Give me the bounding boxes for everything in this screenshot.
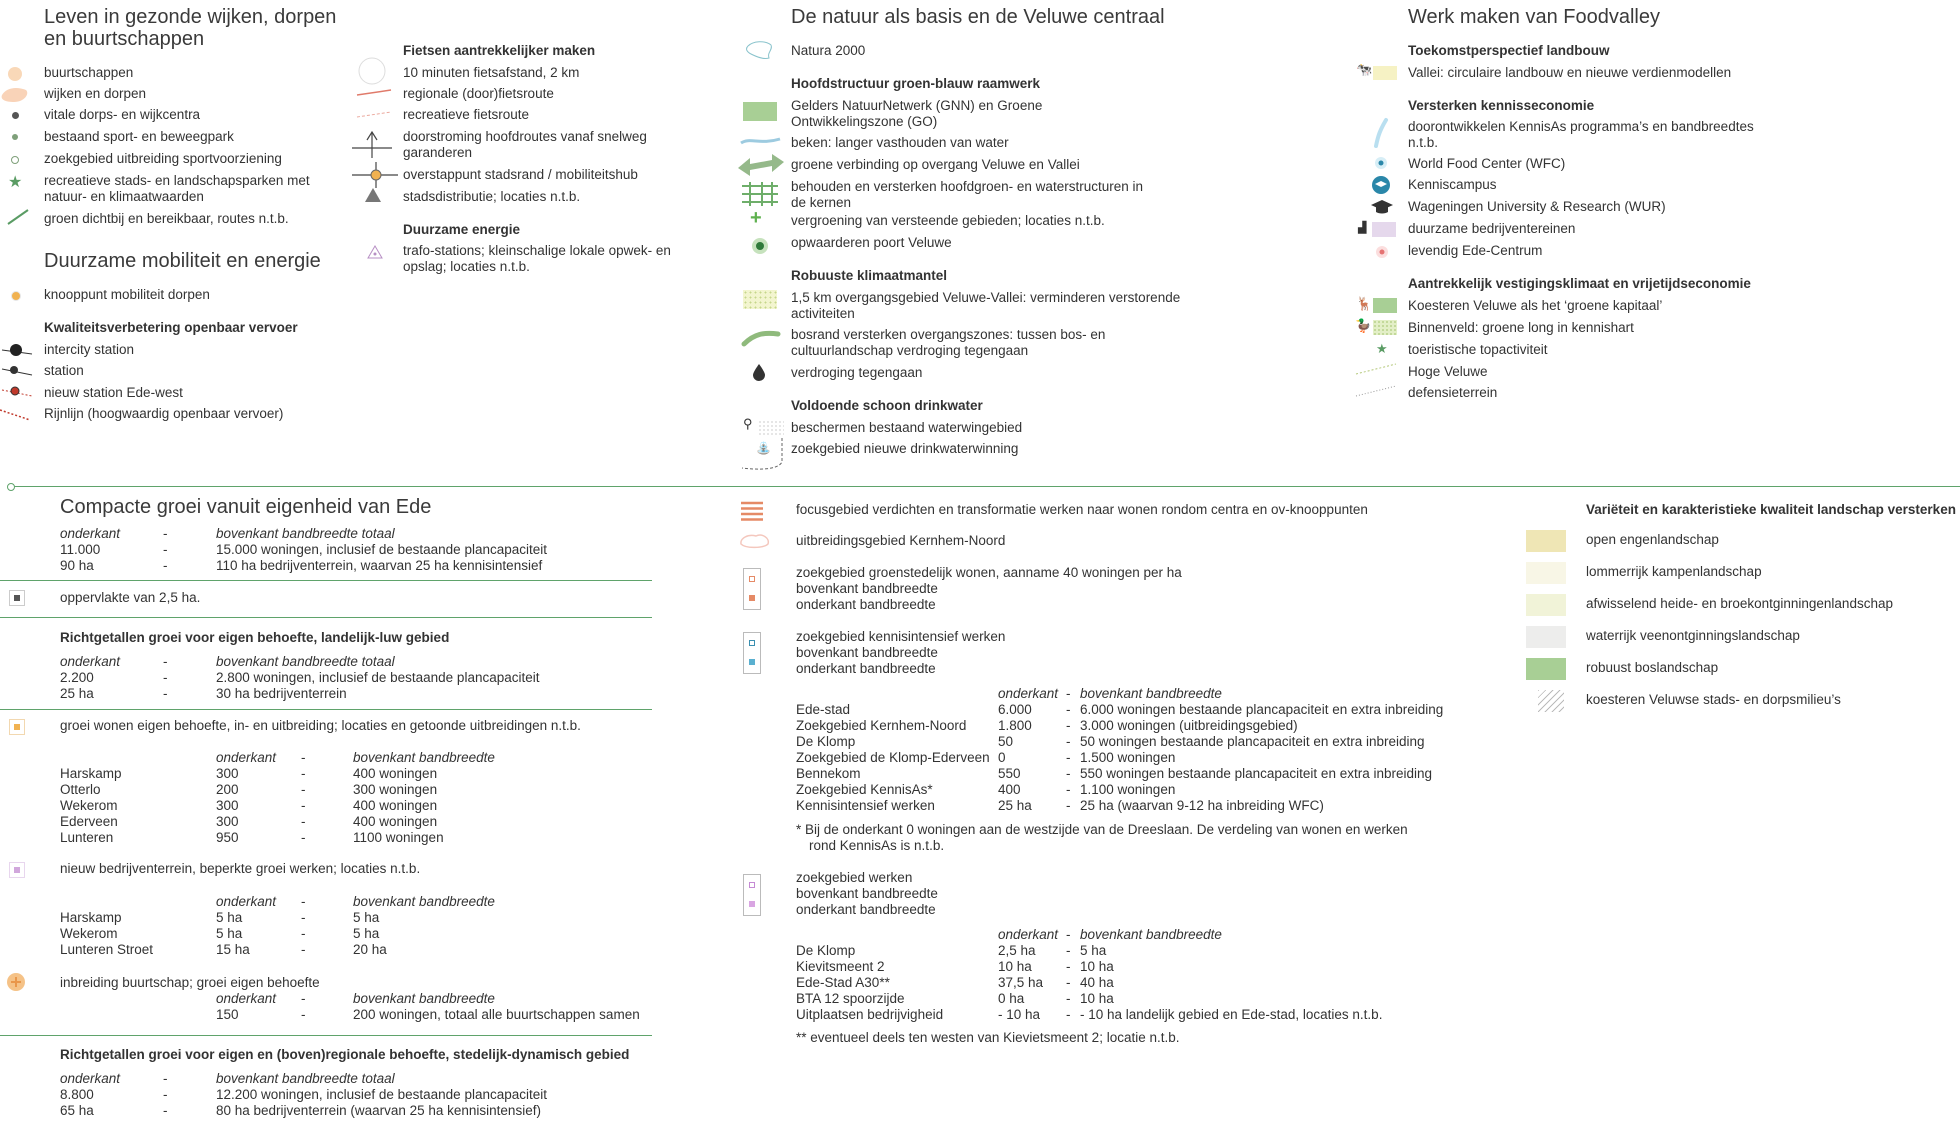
table-cell: Kennisintensief werken: [796, 798, 935, 813]
table-cell: -: [1066, 766, 1071, 781]
legend-label: groei wonen eigen behoefte, in- en uitbreiding; locaties en getoonde uitbreidingen n.t.b.: [60, 718, 581, 733]
legend-label: oppervlakte van 2,5 ha.: [60, 590, 201, 605]
section-title-natuur: De natuur als basis en de Veluwe centraal: [791, 6, 1165, 28]
legend-label: recreatieve fietsroute: [403, 107, 530, 122]
wijken-shape-icon: [0, 86, 30, 104]
table-cell: 550 woningen bestaande plancapaciteit en extra inbreiding: [1080, 766, 1433, 781]
table-cell: Lunteren: [60, 830, 114, 845]
legend-label: koesteren Veluwse stads- en dorpsmilieu’s: [1586, 692, 1841, 707]
legend-label: Gelders NatuurNetwerk (GNN) en Groene: [791, 98, 1043, 113]
legend-label: zoekgebied werken: [796, 870, 913, 885]
table-cell: 8.800: [60, 1087, 94, 1102]
table-cell: Otterlo: [60, 782, 101, 797]
table-cell: -: [301, 814, 306, 829]
legend-label: beken: langer vasthouden van water: [791, 135, 1009, 150]
legend-label: intercity station: [44, 342, 135, 357]
gnn-swatch-icon: [743, 102, 777, 121]
table-cell: 50: [998, 734, 1014, 749]
regionale-route-icon: [356, 88, 392, 98]
drinkwater-search-icon: [738, 436, 784, 472]
table-cell: -: [1066, 734, 1071, 749]
table-cell: 50 woningen bestaande plancapaciteit en extra inbreiding: [1080, 734, 1425, 749]
legend-label: wijken en dorpen: [44, 86, 147, 101]
table-cell: 1.800: [998, 718, 1032, 733]
legend-label: beschermen bestaand waterwingebied: [791, 420, 1023, 435]
landschap-swatch-icon: [1526, 562, 1566, 584]
table-cell: BTA 12 spoorzijde: [796, 991, 905, 1006]
table-cell: -: [301, 766, 306, 781]
groene-verbinding-arrow-icon: [738, 154, 784, 176]
legend-label: activiteiten: [791, 306, 855, 321]
table-cell: -: [301, 1007, 306, 1022]
legend-label: zoekgebied nieuwe drinkwaterwinning: [791, 441, 1019, 456]
legend-label: waterrijk veenontginningslandschap: [1586, 628, 1800, 643]
legend-label: Hoge Veluwe: [1408, 364, 1488, 379]
landschap-swatch-icon: [1538, 690, 1564, 712]
table-cell: 300: [216, 766, 239, 781]
waterwin-tap-icon: ⚲: [743, 416, 753, 431]
legend-label: robuust boslandschap: [1586, 660, 1719, 675]
table-cell: 10 ha: [1080, 959, 1114, 974]
section-title-mobiliteit: Duurzame mobiliteit en energie: [44, 250, 321, 272]
table-cell: -: [1066, 943, 1071, 958]
inbreiding-plus-icon: [6, 972, 26, 992]
col-header: -: [163, 654, 168, 669]
recreatieve-route-icon: [356, 110, 392, 120]
col-header: bovenkant bandbreedte: [353, 894, 495, 909]
table-cell: - 10 ha landelijk gebied en Ede-stad, locaties n.t.b.: [1080, 1007, 1383, 1022]
table-cell: -: [1066, 1007, 1071, 1022]
legend-label: toeristische topactiviteit: [1408, 342, 1548, 357]
table-cell: Harskamp: [60, 910, 122, 925]
legend-label: groen dichtbij en bereikbaar, routes n.t.b.: [44, 211, 289, 226]
legend-label: zoekgebied kennisintensief werken: [796, 629, 1006, 644]
station-icon: [2, 363, 34, 379]
subheading-landbouw: Toekomstperspectief landbouw: [1408, 43, 1610, 58]
table-cell: 25 ha: [60, 686, 94, 701]
table-cell: 80 ha bedrijventerrein (waarvan 25 ha kennisintensief): [216, 1103, 541, 1118]
legend-label: duurzame bedrijventereinen: [1408, 221, 1576, 236]
subheading-klimaatmantel: Robuuste klimaatmantel: [791, 268, 948, 283]
oppervlakte-box-icon: [9, 590, 25, 606]
table-cell: 6.000 woningen bestaande plancapaciteit en extra inbreiding: [1080, 702, 1444, 717]
table-cell: Zoekgebied de Klomp-Ederveen: [796, 750, 990, 765]
table-cell: 65 ha: [60, 1103, 94, 1118]
legend-label: Kenniscampus: [1408, 177, 1497, 192]
section-divider: [10, 486, 1960, 487]
subheading-ov: Kwaliteitsverbetering openbaar vervoer: [44, 320, 298, 335]
table-cell: -: [301, 830, 306, 845]
col-header: bovenkant bandbreedte totaal: [216, 654, 395, 669]
legend-label: opwaarderen poort Veluwe: [791, 235, 952, 250]
table-cell: -: [163, 1087, 168, 1102]
table-cell: 1100 woningen: [353, 830, 444, 845]
table-cell: -: [163, 670, 168, 685]
natura2000-outline-icon: [745, 40, 775, 62]
legend-label: onderkant bandbreedte: [796, 597, 936, 612]
table-cell: 300: [216, 814, 239, 829]
footnote: * Bij de onderkant 0 woningen aan de westzijde van de Dreeslaan. De verdeling van wonen en werken: [796, 822, 1408, 837]
legend-label: knooppunt mobiliteit dorpen: [44, 287, 210, 302]
legend-label: Wageningen University & Research (WUR): [1408, 199, 1666, 214]
legend-label: Binnenveld: groene long in kennishart: [1408, 320, 1634, 335]
svg-text:⛲: ⛲: [756, 441, 771, 455]
table-cell: Lunteren Stroet: [60, 942, 154, 957]
legend-label: station: [44, 363, 84, 378]
col-header: -: [301, 894, 306, 909]
stadsdistributie-triangle-icon: [365, 188, 381, 202]
table-cell: De Klomp: [796, 734, 856, 749]
table-cell: 15 ha: [216, 942, 250, 957]
landschap-swatch-icon: [1526, 594, 1566, 616]
col-header: bovenkant bandbreedte: [353, 991, 495, 1006]
ede-centrum-icon: [1375, 245, 1389, 259]
table-cell: -: [163, 1103, 168, 1118]
col-header: -: [301, 750, 306, 765]
legend-label: recreatieve stads- en landschapsparken met: [44, 173, 310, 188]
bosrand-line-icon: [742, 330, 780, 346]
table-cell: -: [1066, 991, 1071, 1006]
section-title-leven: Leven in gezonde wijken, dorpen en buurtschappen: [44, 6, 337, 50]
table-cell: -: [1066, 718, 1071, 733]
legend-label: Vallei: circulaire landbouw en nieuwe verdienmodellen: [1408, 65, 1732, 80]
legend-label: onderkant bandbreedte: [796, 661, 936, 676]
bedrijventerrein-factory-icon: ▟: [1358, 222, 1367, 234]
landschap-swatch-icon: [1526, 626, 1566, 648]
legend-label: afwisselend heide- en broekontginningenlandschap: [1586, 596, 1893, 611]
veluwe-swatch-icon: [1373, 298, 1397, 313]
legend-label: Koesteren Veluwe als het ‘groene kapitaal’: [1408, 298, 1663, 313]
table-cell: 400 woningen: [353, 766, 438, 781]
subheading-energie: Duurzame energie: [403, 222, 521, 237]
doorstroming-icon: [350, 130, 394, 160]
table-cell: -: [301, 910, 306, 925]
col-header: bovenkant bandbreedte totaal: [216, 1071, 395, 1086]
table-cell: 2,5 ha: [998, 943, 1036, 958]
legend-label: natuur- en klimaatwaarden: [44, 189, 204, 204]
col-header: bovenkant bandbreedte totaal: [216, 526, 395, 541]
focusgebied-lines-icon: [741, 501, 763, 521]
table-cell: Zoekgebied KennisAs*: [796, 782, 933, 797]
col-header: onderkant: [60, 526, 121, 541]
zoekgebied-werken-box-icon: [743, 874, 761, 916]
topactiviteit-star-icon: ★: [1376, 341, 1388, 356]
table-cell: 200 woningen, totaal alle buurtschappen samen: [353, 1007, 640, 1022]
legend-label: focusgebied verdichten en transformatie werken naar wonen rondom centra en ov-knooppunten: [796, 502, 1368, 517]
wfc-icon: [1374, 156, 1388, 170]
legend-label: lommerrijk kampenlandschap: [1586, 564, 1762, 579]
legend-label: zoekgebied uitbreiding sportvoorziening: [44, 151, 282, 166]
legend-label: World Food Center (WFC): [1408, 156, 1566, 171]
landschap-swatch-icon: [1526, 530, 1566, 552]
legend-label: regionale (door)fietsroute: [403, 86, 554, 101]
section-divider: [0, 709, 652, 710]
section-divider: [0, 617, 652, 618]
legend-label: groene verbinding op overgang Veluwe en Vallei: [791, 157, 1080, 172]
legend-label: cultuurlandschap verdroging tegengaan: [791, 343, 1029, 358]
table-cell: 90 ha: [60, 558, 94, 573]
col-header: -: [163, 1071, 168, 1086]
legend-label: open engenlandschap: [1586, 532, 1719, 547]
table-cell: Kievitsmeent 2: [796, 959, 885, 974]
table-cell: Bennekom: [796, 766, 861, 781]
table-cell: 37,5 ha: [998, 975, 1044, 990]
col-header: onderkant: [60, 654, 121, 669]
table-cell: Wekerom: [60, 798, 118, 813]
legend-label: 1,5 km overgangsgebied Veluwe-Vallei: verminderen verstorende: [791, 290, 1181, 305]
legend-label: doorstroming hoofdroutes vanaf snelweg: [403, 129, 647, 144]
legend-label: levendig Ede-Centrum: [1408, 243, 1543, 258]
binnenveld-swatch-icon: [1373, 320, 1397, 335]
table-cell: 25 ha: [998, 798, 1032, 813]
vallei-swatch-icon: [1373, 66, 1397, 80]
groen-route-icon: [6, 206, 30, 226]
trafo-station-icon: [368, 246, 382, 258]
legend-label: nieuw station Ede-west: [44, 385, 183, 400]
table-cell: -: [1066, 798, 1071, 813]
fietsafstand-circle-icon: [357, 56, 387, 86]
legend-label: behouden en versterken hoofdgroen- en waterstructuren in: [791, 179, 1143, 194]
table-cell: -: [163, 542, 168, 557]
legend-label: opslag; locaties n.t.b.: [403, 259, 530, 274]
legend-label: stadsdistributie; locaties n.t.b.: [403, 189, 581, 204]
table-cell: 400 woningen: [353, 798, 438, 813]
col-header: -: [1066, 686, 1071, 701]
table-cell: Ederveen: [60, 814, 118, 829]
legend-label: doorontwikkelen KennisAs programma’s en bandbreedtes: [1408, 119, 1754, 134]
section-title-compact: Compacte groei vanuit eigenheid van Ede: [60, 496, 432, 518]
table-cell: 5 ha: [353, 910, 380, 925]
table-cell: 20 ha: [353, 942, 387, 957]
defensie-line-icon: [1356, 384, 1396, 398]
legend-label: inbreiding buurtschap; groei eigen behoefte: [60, 975, 320, 990]
nieuw-station-icon: [2, 384, 34, 400]
buurtschap-dot-icon: [8, 67, 22, 81]
col-header: bovenkant bandbreedte: [1080, 686, 1222, 701]
legend-label: n.t.b.: [1408, 135, 1439, 150]
table-cell: -: [1066, 782, 1071, 797]
table-cell: 15.000 woningen, inclusief de bestaande plancapaciteit: [216, 542, 547, 557]
verdroging-drop-icon: [753, 364, 765, 380]
groenstedelijk-box-icon: [743, 568, 761, 610]
table-cell: De Klomp: [796, 943, 856, 958]
table-cell: 11.000: [60, 542, 101, 557]
table-cell: Ede-stad: [796, 702, 851, 717]
groei-wonen-box-icon: [9, 719, 25, 735]
table-cell: 1.100 woningen: [1080, 782, 1176, 797]
legend-label: 10 minuten fietsafstand, 2 km: [403, 65, 580, 80]
table-cell: -: [1066, 975, 1071, 990]
table-cell: -: [1066, 959, 1071, 974]
col-header: onderkant: [998, 686, 1059, 701]
col-header: onderkant: [216, 991, 277, 1006]
legend-label: de kernen: [791, 195, 852, 210]
table-cell: -: [163, 558, 168, 573]
rijnlijn-line-icon: [0, 406, 32, 422]
table-cell: 950: [216, 830, 239, 845]
subheading-fietsen: Fietsen aantrekkelijker maken: [403, 43, 596, 58]
hoge-veluwe-line-icon: [1356, 362, 1396, 376]
table-cell: 200: [216, 782, 239, 797]
table-cell: 300 woningen: [353, 782, 438, 797]
table-cell: 10 ha: [998, 959, 1032, 974]
subheading-richtgetallen-dynamisch: Richtgetallen groei voor eigen en (boven)regionale behoefte, stedelijk-dynamisch gebied: [60, 1047, 630, 1062]
legend-label: defensieterrein: [1408, 385, 1498, 400]
col-header: bovenkant bandbreedte: [1080, 927, 1222, 942]
beek-line-icon: [740, 135, 782, 147]
table-cell: Harskamp: [60, 766, 122, 781]
col-header: onderkant: [60, 1071, 121, 1086]
cow-icon: 🐄: [1356, 62, 1373, 77]
table-cell: 30 ha bedrijventerrein: [216, 686, 347, 701]
table-cell: 2.800 woningen, inclusief de bestaande plancapaciteit: [216, 670, 540, 685]
table-cell: -: [1066, 702, 1071, 717]
table-cell: 0 ha: [998, 991, 1025, 1006]
legend-label: Ontwikkelingszone (GO): [791, 114, 938, 129]
col-header: onderkant: [216, 894, 277, 909]
landschap-swatch-icon: [1526, 658, 1566, 680]
table-cell: 400: [998, 782, 1021, 797]
legend-label: Natura 2000: [791, 43, 866, 58]
legend-label: buurtschappen: [44, 65, 134, 80]
bedrijventerrein-box-icon: [9, 862, 25, 878]
table-cell: 550: [998, 766, 1021, 781]
table-cell: 40 ha: [1080, 975, 1114, 990]
table-cell: 110 ha bedrijventerrein, waarvan 25 ha kennisintensief: [216, 558, 543, 573]
intercity-station-icon: [2, 341, 34, 359]
wur-mortarboard-icon: [1371, 200, 1393, 214]
subheading-richtgetallen-luw: Richtgetallen groei voor eigen behoefte, landelijk-luw gebied: [60, 630, 450, 645]
table-cell: 12.200 woningen, inclusief de bestaande plancapaciteit: [216, 1087, 547, 1102]
vergroening-plus-icon: +: [750, 207, 762, 229]
table-cell: 10 ha: [1080, 991, 1114, 1006]
footnote: rond KennisAs is n.t.b.: [809, 838, 945, 853]
park-star-icon: ★: [8, 174, 23, 191]
subheading-landschap: Variëteit en karakteristieke kwaliteit landschap versterken: [1586, 502, 1956, 517]
section-divider: [0, 1035, 652, 1036]
hoofdgroen-structuur-icon: [740, 182, 780, 206]
col-header: bovenkant bandbreedte: [353, 750, 495, 765]
table-cell: 6.000: [998, 702, 1032, 717]
col-header: onderkant: [216, 750, 277, 765]
bedrijventerrein-swatch-icon: [1372, 222, 1396, 237]
col-header: -: [163, 526, 168, 541]
table-cell: -: [301, 926, 306, 941]
subheading-kenniseconomie: Versterken kennisseconomie: [1408, 98, 1595, 113]
subheading-drinkwater: Voldoende schoon drinkwater: [791, 398, 983, 413]
legend-label: nieuw bedrijventerrein, beperkte groei werken; locaties n.t.b.: [60, 861, 421, 876]
table-cell: -: [163, 686, 168, 701]
col-header: -: [301, 991, 306, 1006]
waterwin-area-icon: [758, 420, 784, 436]
col-header: onderkant: [998, 927, 1059, 942]
centrum-dot-icon: [12, 112, 19, 119]
table-cell: 0: [998, 750, 1006, 765]
legend-label: bovenkant bandbreedte: [796, 645, 938, 660]
legend-label: overstappunt stadsrand / mobiliteitshub: [403, 167, 638, 182]
legend-label: bosrand versterken overgangszones: tussen bos- en: [791, 327, 1106, 342]
legend-label: bovenkant bandbreedte: [796, 581, 938, 596]
table-cell: Zoekgebied Kernhem-Noord: [796, 718, 967, 733]
legend-label: trafo-stations; kleinschalige lokale opwek- en: [403, 243, 671, 258]
mobiliteitshub-icon: [350, 160, 400, 190]
kenniscampus-icon: [1371, 175, 1391, 195]
subheading-vestigingsklimaat: Aantrekkelijk vestigingsklimaat en vrijetijdseconomie: [1408, 276, 1751, 291]
table-cell: 300: [216, 798, 239, 813]
table-cell: 5 ha: [216, 910, 243, 925]
bird-icon: 🦆: [1355, 318, 1372, 333]
table-cell: - 10 ha: [998, 1007, 1041, 1022]
section-title-foodvalley: Werk maken van Foodvalley: [1408, 6, 1660, 28]
legend-label: uitbreidingsgebied Kernhem-Noord: [796, 533, 1006, 548]
table-cell: -: [301, 942, 306, 957]
legend-label: zoekgebied groenstedelijk wonen, aanname 40 woningen per ha: [796, 565, 1182, 580]
table-cell: 400 woningen: [353, 814, 438, 829]
table-cell: -: [1066, 750, 1071, 765]
legend-label: vitale dorps- en wijkcentra: [44, 107, 201, 122]
knooppunt-dot-icon: [11, 291, 21, 301]
legend-label: garanderen: [403, 145, 473, 160]
table-cell: 5 ha: [1080, 943, 1107, 958]
table-cell: 2.200: [60, 670, 94, 685]
table-cell: Uitplaatsen bedrijvigheid: [796, 1007, 944, 1022]
sportpark-dot-icon: [12, 134, 18, 140]
deer-icon: 🦌: [1356, 296, 1373, 311]
table-cell: Wekerom: [60, 926, 118, 941]
table-cell: 25 ha (waarvan 9-12 ha inbreiding WFC): [1080, 798, 1324, 813]
legend-label: vergroening van versteende gebieden; locaties n.t.b.: [791, 213, 1105, 228]
table-cell: -: [301, 782, 306, 797]
overgangsgebied-swatch-icon: [743, 290, 777, 309]
subheading-hoofdstructuur: Hoofdstructuur groen-blauw raamwerk: [791, 76, 1041, 91]
kennisas-line-icon: [1372, 118, 1390, 148]
table-cell: Ede-Stad A30**: [796, 975, 890, 990]
table-cell: 1.500 woningen: [1080, 750, 1176, 765]
legend-label: bovenkant bandbreedte: [796, 886, 938, 901]
kennisintensief-box-icon: [743, 632, 761, 674]
kernhem-outline-icon: [738, 532, 772, 550]
legend-label: bestaand sport- en beweegpark: [44, 129, 234, 144]
col-header: -: [1066, 927, 1071, 942]
legend-label: Rijnlijn (hoogwaardig openbaar vervoer): [44, 406, 284, 421]
poort-veluwe-icon: [750, 236, 770, 256]
section-divider: [0, 580, 652, 581]
footnote: ** eventueel deels ten westen van Kievietsmeent 2; locatie n.t.b.: [796, 1030, 1180, 1045]
divider-handle-icon: [7, 483, 15, 491]
table-cell: 150: [216, 1007, 239, 1022]
legend-label: verdroging tegengaan: [791, 365, 923, 380]
legend-label: onderkant bandbreedte: [796, 902, 936, 917]
table-cell: -: [301, 798, 306, 813]
table-cell: 5 ha: [216, 926, 243, 941]
table-cell: 3.000 woningen (uitbreidingsgebied): [1080, 718, 1298, 733]
table-cell: 5 ha: [353, 926, 380, 941]
sport-search-icon: [11, 156, 19, 164]
